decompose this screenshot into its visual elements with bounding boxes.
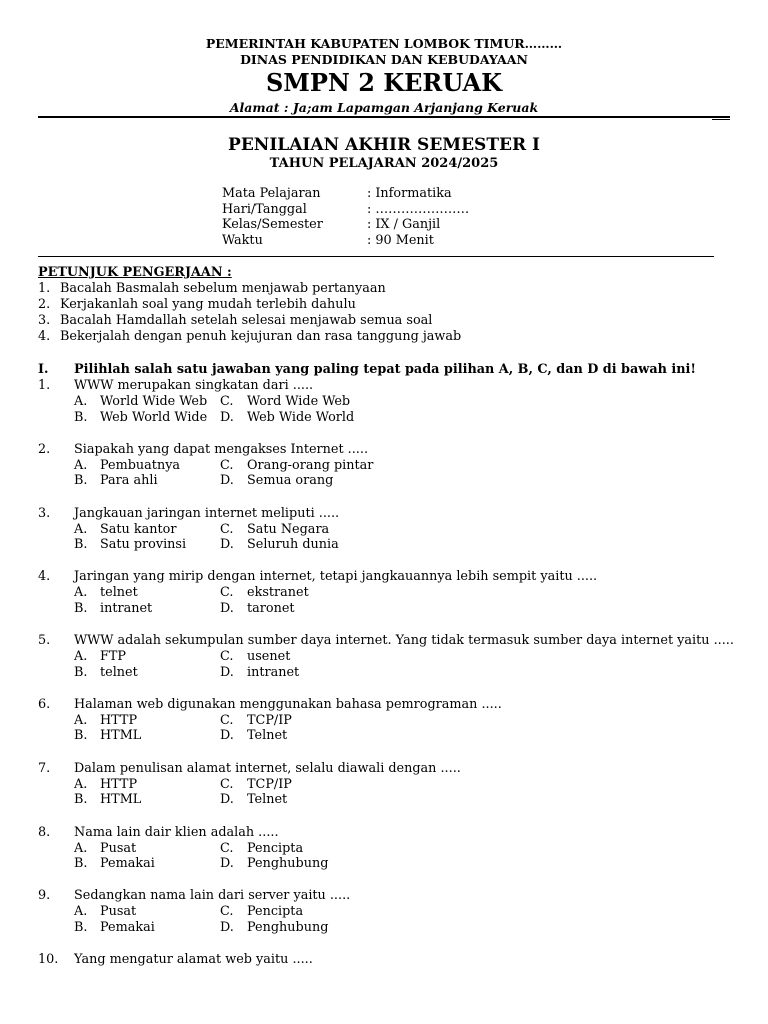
instruction-number: 1. bbox=[38, 280, 51, 296]
instruction-item bbox=[38, 312, 433, 329]
question-text: Yang mengatur alamat web yaitu ..... bbox=[74, 952, 313, 968]
instructions-title: PETUNJUK PENGERJAAN : bbox=[38, 265, 232, 280]
option-letter: D. bbox=[220, 664, 234, 680]
option-letter: A. bbox=[74, 457, 88, 473]
instruction-text: Bekerjalah dengan penuh kejujuran dan rasa tanggung jawab bbox=[60, 328, 462, 344]
info-value: : Informatika bbox=[367, 186, 452, 201]
info-value: : …………………. bbox=[367, 201, 470, 217]
option-text: Penghubung bbox=[247, 919, 329, 935]
option-letter: A. bbox=[74, 585, 88, 601]
option-text: ekstranet bbox=[247, 585, 309, 601]
instruction-item bbox=[38, 328, 462, 345]
option-letter: C. bbox=[220, 457, 234, 473]
option-text: Telnet bbox=[247, 728, 288, 744]
option-text: Pemakai bbox=[100, 856, 155, 872]
section-instruction: Pilihlah salah satu jawaban yang paling tepat pada pilihan A, B, C, dan D di bawah ini! bbox=[74, 362, 697, 377]
instruction-number: 3. bbox=[38, 312, 51, 328]
option-letter: D. bbox=[220, 600, 234, 616]
question-number: 3. bbox=[38, 505, 51, 521]
instruction-text: Bacalah Basmalah sebelum menjawab pertanyaan bbox=[60, 280, 386, 296]
option-text: Word Wide Web bbox=[247, 394, 351, 409]
instruction-item bbox=[38, 296, 356, 313]
option-letter: B. bbox=[74, 792, 88, 808]
info-label: Hari/Tanggal bbox=[222, 201, 307, 217]
school-address: Alamat : Ja;am Lapamgan Arjanjang Keruak bbox=[229, 100, 539, 115]
question-number: 10. bbox=[38, 952, 59, 968]
option-text: HTML bbox=[100, 728, 142, 744]
instruction-number: 4. bbox=[38, 328, 51, 344]
instruction-text: Bacalah Hamdallah setelah selesai menjawab semua soal bbox=[60, 312, 433, 328]
option-letter: C. bbox=[220, 712, 234, 728]
question-text: WWW merupakan singkatan dari ..... bbox=[74, 378, 314, 393]
option-text: intranet bbox=[100, 600, 153, 616]
option-text: Penghubung bbox=[247, 856, 329, 872]
header-divider-accent bbox=[712, 119, 730, 120]
instructions bbox=[38, 265, 462, 345]
instruction-number: 2. bbox=[38, 296, 51, 312]
option-text: telnet bbox=[100, 664, 138, 680]
option-text: HTTP bbox=[100, 776, 138, 792]
option-text: Pusat bbox=[100, 904, 137, 920]
option-text: Semua orang bbox=[247, 473, 334, 489]
option-letter: B. bbox=[74, 856, 88, 872]
option-letter: B. bbox=[74, 600, 88, 616]
option-letter: C. bbox=[220, 904, 234, 920]
option-text: World Wide Web bbox=[100, 394, 208, 409]
question-text: Sedangkan nama lain dari server yaitu ..... bbox=[74, 888, 351, 904]
option-text: Pencipta bbox=[247, 904, 304, 920]
option-text: Web World Wide bbox=[100, 409, 208, 425]
option-text: Telnet bbox=[247, 792, 288, 808]
option-letter: B. bbox=[74, 664, 88, 680]
option-text: Pusat bbox=[100, 840, 137, 856]
option-text: Web Wide World bbox=[247, 409, 355, 425]
option-text: Para ahli bbox=[100, 473, 158, 489]
government-header: PEMERINTAH KABUPATEN LOMBOK TIMUR……… bbox=[205, 36, 563, 51]
option-text: taronet bbox=[247, 600, 295, 616]
option-letter: A. bbox=[74, 904, 88, 920]
option-letter: B. bbox=[74, 919, 88, 935]
question-number: 1. bbox=[38, 378, 51, 393]
question-text: Halaman web digunakan menggunakan bahasa pemrograman ..... bbox=[74, 696, 502, 712]
option-letter: A. bbox=[74, 776, 88, 792]
option-letter: D. bbox=[220, 473, 234, 489]
info-value: : 90 Menit bbox=[367, 232, 434, 248]
option-letter: C. bbox=[220, 394, 234, 409]
option-letter: D. bbox=[220, 537, 234, 553]
option-text: Satu kantor bbox=[100, 521, 177, 537]
question-number: 4. bbox=[38, 569, 51, 585]
option-text: TCP/IP bbox=[247, 776, 292, 792]
option-letter: D. bbox=[220, 409, 234, 425]
option-letter: C. bbox=[220, 776, 234, 792]
instruction-text: Kerjakanlah soal yang mudah terlebih dahulu bbox=[60, 296, 356, 312]
option-letter: A. bbox=[74, 394, 88, 409]
exam-title: PENILAIAN AKHIR SEMESTER I bbox=[228, 135, 540, 155]
option-text: TCP/IP bbox=[247, 712, 292, 728]
option-text: Orang-orang pintar bbox=[247, 457, 374, 473]
question-text: Dalam penulisan alamat internet, selalu diawali dengan ..... bbox=[74, 760, 461, 776]
header-divider bbox=[38, 116, 730, 118]
question-text: Jangkauan jaringan internet meliputi ..... bbox=[74, 505, 340, 521]
option-text: usenet bbox=[247, 649, 291, 665]
instruction-item bbox=[38, 280, 386, 297]
info-label: Waktu bbox=[222, 232, 263, 248]
question-number: 8. bbox=[38, 824, 51, 840]
question-text: Jaringan yang mirip dengan internet, tetapi jangkauannya lebih sempit yaitu ..... bbox=[74, 569, 598, 585]
question-number: 9. bbox=[38, 888, 51, 904]
option-letter: D. bbox=[220, 728, 234, 744]
option-letter: D. bbox=[220, 919, 234, 935]
option-letter: C. bbox=[220, 649, 234, 665]
option-text: telnet bbox=[100, 585, 138, 601]
option-letter: B. bbox=[74, 473, 88, 489]
option-letter: A. bbox=[74, 712, 88, 728]
option-text: Satu Negara bbox=[247, 521, 330, 537]
exam-year: TAHUN PELAJARAN 2024/2025 bbox=[269, 156, 499, 171]
info-divider bbox=[38, 256, 714, 257]
option-letter: B. bbox=[74, 537, 88, 553]
option-text: HTML bbox=[100, 792, 142, 808]
option-text: Pemakai bbox=[100, 919, 155, 935]
question-text: Siapakah yang dapat mengakses Internet ..... bbox=[74, 441, 369, 457]
department-header: DINAS PENDIDIKAN DAN KEBUDAYAAN bbox=[240, 52, 528, 67]
option-letter: A. bbox=[74, 521, 88, 537]
question-text: Nama lain dair klien adalah ..... bbox=[74, 824, 279, 840]
school-name: SMPN 2 KERUAK bbox=[265, 68, 503, 97]
option-text: Pencipta bbox=[247, 840, 304, 856]
option-text: HTTP bbox=[100, 712, 138, 728]
option-letter: C. bbox=[220, 585, 234, 601]
option-text: intranet bbox=[247, 664, 300, 680]
info-value: : IX / Ganjil bbox=[367, 217, 441, 232]
option-letter: C. bbox=[220, 840, 234, 856]
option-letter: A. bbox=[74, 649, 88, 665]
option-text: Satu provinsi bbox=[100, 537, 187, 553]
option-letter: D. bbox=[220, 792, 234, 808]
question-number: 7. bbox=[38, 760, 51, 776]
option-letter: A. bbox=[74, 840, 88, 856]
question-number: 5. bbox=[38, 633, 51, 649]
option-letter: B. bbox=[74, 728, 88, 744]
option-text: FTP bbox=[100, 649, 127, 665]
option-text: Seluruh dunia bbox=[247, 537, 339, 553]
option-letter: C. bbox=[220, 521, 234, 537]
question-number: 6. bbox=[38, 696, 51, 712]
question-number: 2. bbox=[38, 441, 51, 457]
option-letter: B. bbox=[74, 409, 88, 425]
info-label: Mata Pelajaran bbox=[222, 186, 321, 201]
question-text: WWW adalah sekumpulan sumber daya internet. Yang tidak termasuk sumber daya internet yaitu ..... bbox=[74, 633, 734, 649]
info-label: Kelas/Semester bbox=[222, 217, 323, 232]
option-text: Pembuatnya bbox=[100, 457, 181, 473]
section-number: I. bbox=[38, 362, 49, 377]
option-letter: D. bbox=[220, 856, 234, 872]
